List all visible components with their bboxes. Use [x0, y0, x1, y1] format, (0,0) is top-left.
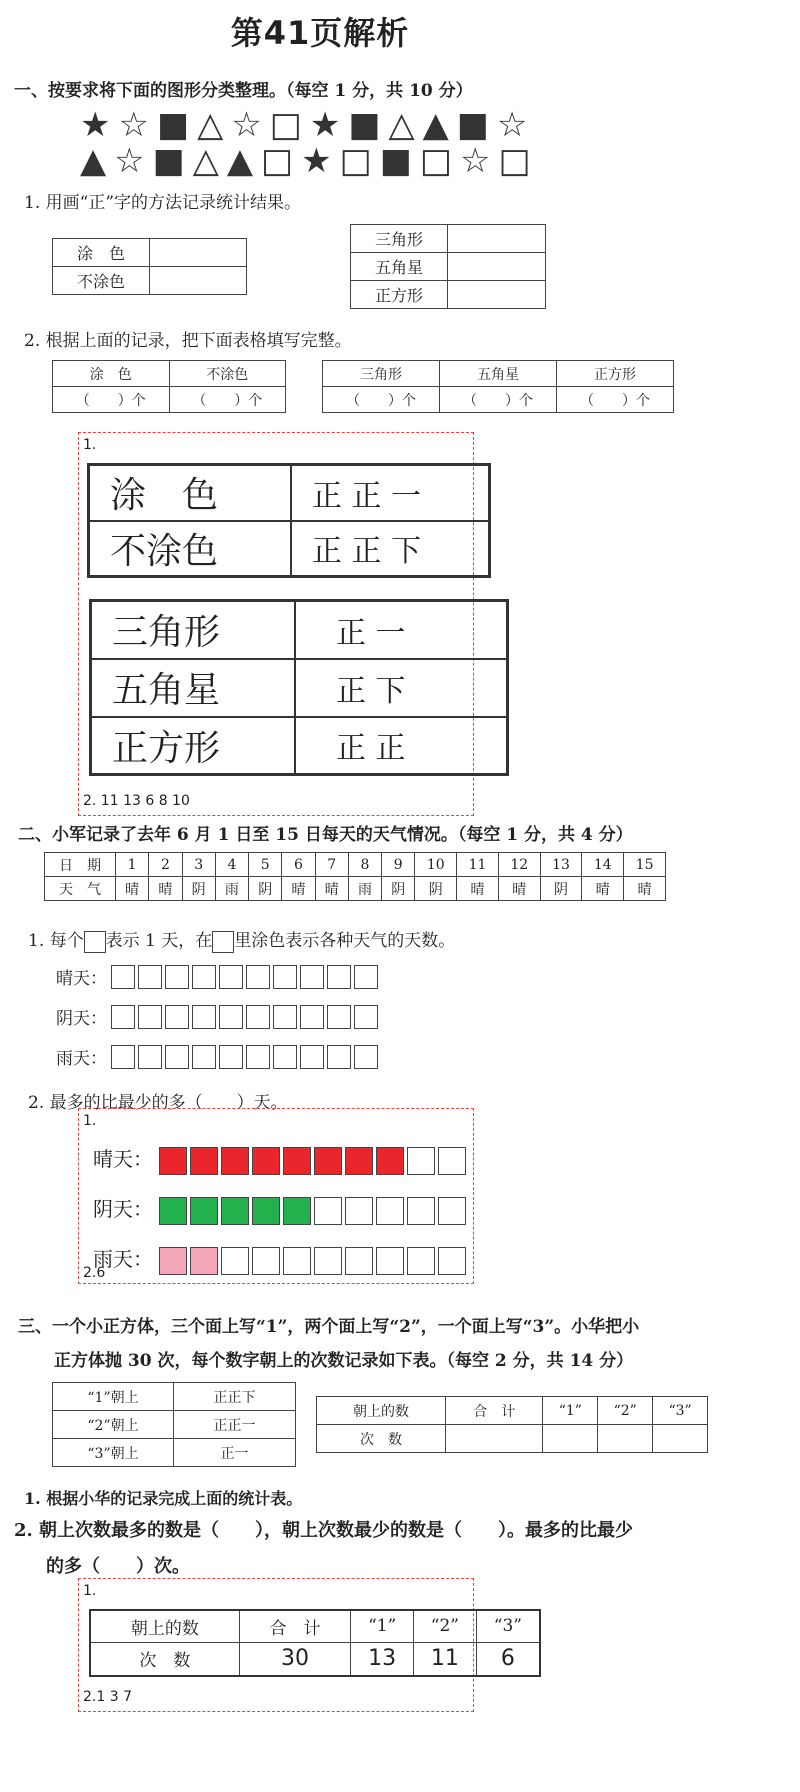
date-cell: 2	[149, 853, 182, 877]
answer-label: 1.	[83, 1113, 97, 1129]
blank-cell	[653, 1425, 708, 1453]
filled-box	[159, 1147, 187, 1175]
tally-cell	[150, 267, 247, 295]
empty-box	[407, 1247, 435, 1275]
page-title: 第41页解析	[230, 14, 410, 52]
header-cell: “1”	[351, 1610, 414, 1642]
date-cell: 8	[348, 853, 381, 877]
header-cell: “2”	[414, 1610, 477, 1642]
empty-box	[354, 965, 378, 989]
weather-cell: 阴	[415, 877, 457, 901]
value-cell: 11	[414, 1642, 477, 1676]
weather-cell: 阴	[382, 877, 415, 901]
empty-box	[219, 965, 243, 989]
header-cell: “2”	[598, 1397, 653, 1425]
empty-box	[165, 1005, 189, 1029]
answer-label: 2.1 3 7	[83, 1689, 132, 1705]
section2-heading: 二、小军记录了去年 6 月 1 日至 15 日每天的天气情况。（每空 1 分，共 4 分）	[18, 825, 633, 845]
filled-box	[159, 1197, 187, 1225]
empty-box	[219, 1045, 243, 1069]
empty-box	[246, 965, 270, 989]
empty-box	[252, 1247, 280, 1275]
blank-cell: （ ）个	[557, 387, 674, 413]
date-cell: 15	[624, 853, 666, 877]
square-icon	[84, 931, 106, 953]
filled-box	[159, 1247, 187, 1275]
answer-box-2	[78, 1108, 474, 1284]
weather-cell: 晴	[582, 877, 624, 901]
count-shape-table	[322, 360, 674, 413]
blank-cell: （ ）个	[440, 387, 557, 413]
answer-sunny-row	[93, 1143, 469, 1175]
filled-box	[221, 1147, 249, 1175]
header-cell: 涂 色	[53, 361, 170, 387]
empty-box	[138, 965, 162, 989]
filled-box	[283, 1197, 311, 1225]
weather-cell: 晴	[149, 877, 182, 901]
header-cell: 三角形	[323, 361, 440, 387]
filled-box	[252, 1197, 280, 1225]
answer-label: 2.6	[83, 1265, 106, 1281]
tally-answer: 正 正 下	[291, 521, 490, 577]
blank-cell: （ ）个	[53, 387, 170, 413]
empty-box	[273, 1045, 297, 1069]
empty-box	[345, 1197, 373, 1225]
weather-cell: 阴	[249, 877, 282, 901]
blank-cell	[543, 1425, 598, 1453]
row-label: 不涂色	[53, 267, 150, 295]
row-label: 次 数	[90, 1642, 239, 1676]
answer-label: 2. 11 13 6 8 10	[83, 793, 190, 809]
row-label: 次 数	[317, 1425, 446, 1453]
weather-cell: 晴	[315, 877, 348, 901]
date-cell: 12	[498, 853, 540, 877]
empty-box	[376, 1197, 404, 1225]
q1-text-b: 表示 1 天，在	[105, 931, 213, 951]
date-cell: 10	[415, 853, 457, 877]
date-cell: 13	[540, 853, 582, 877]
section1-q2: 2. 根据上面的记录，把下面表格填写完整。	[24, 331, 352, 351]
date-cell: 9	[382, 853, 415, 877]
row-label: 正方形	[351, 281, 448, 309]
blank-cell: （ ）个	[323, 387, 440, 413]
header-cell: 五角星	[440, 361, 557, 387]
section1-heading: 一、按要求将下面的图形分类整理。（每空 1 分，共 10 分）	[14, 81, 473, 101]
answer-label: 1.	[83, 1583, 97, 1599]
empty-box	[192, 965, 216, 989]
shape-row-2: ▲☆■△▲□★□■□☆□	[80, 141, 539, 181]
empty-box	[407, 1197, 435, 1225]
empty-box	[111, 1045, 135, 1069]
answer-rainy-row	[93, 1243, 469, 1275]
empty-box	[354, 1005, 378, 1029]
empty-box	[300, 1005, 324, 1029]
row-label: 三角形	[351, 225, 448, 253]
tally-answer: 正 正	[295, 717, 508, 775]
value-cell: 13	[351, 1642, 414, 1676]
weather-cell: 晴	[116, 877, 149, 901]
q1-text-a: 1. 每个	[28, 931, 84, 951]
square-icon	[212, 931, 234, 953]
row-label: 正方形	[91, 717, 296, 775]
row-label: 雨天：	[93, 1247, 153, 1271]
empty-box	[438, 1147, 466, 1175]
header-cell: “3”	[653, 1397, 708, 1425]
header-cell: 合 计	[239, 1610, 351, 1642]
section3-q2-line2: 的多（ ）次。	[46, 1556, 190, 1577]
row-label: 阴天：	[93, 1197, 153, 1221]
empty-box	[300, 1045, 324, 1069]
empty-box	[246, 1005, 270, 1029]
tally-answer: 正 一	[295, 601, 508, 659]
date-cell: 6	[282, 853, 315, 877]
shape-row-1: ★☆■△☆□★■△▲■☆	[80, 105, 536, 145]
empty-box	[138, 1045, 162, 1069]
weather-cell: 阴	[182, 877, 215, 901]
weather-cell: 阴	[540, 877, 582, 901]
weather-cell: 晴	[282, 877, 315, 901]
date-cell: 3	[182, 853, 215, 877]
empty-box	[192, 1045, 216, 1069]
empty-box	[354, 1045, 378, 1069]
header-cell: “3”	[476, 1610, 540, 1642]
weather-cell: 晴	[498, 877, 540, 901]
record-table	[52, 1382, 296, 1467]
tally-answer: 正 下	[295, 659, 508, 717]
tally-color-table	[52, 238, 247, 295]
answer-color-table	[87, 463, 491, 578]
empty-box	[376, 1247, 404, 1275]
value-cell: 30	[239, 1642, 351, 1676]
date-cell: 14	[582, 853, 624, 877]
empty-box	[165, 965, 189, 989]
box-group	[111, 1006, 381, 1026]
empty-box	[314, 1247, 342, 1275]
answer-cloudy-row	[93, 1193, 469, 1225]
row-label: 阴天：	[56, 1009, 107, 1029]
empty-box	[300, 965, 324, 989]
filled-box	[376, 1147, 404, 1175]
section2-q1	[28, 926, 455, 953]
empty-box	[221, 1247, 249, 1275]
section2-q2: 2. 最多的比最少的多（ ）天。	[28, 1093, 288, 1113]
row-label: “1”朝上	[53, 1383, 174, 1411]
empty-box	[138, 1005, 162, 1029]
weather-table	[44, 852, 666, 901]
empty-box	[407, 1147, 435, 1175]
row-label: 三角形	[91, 601, 296, 659]
tally-cell	[448, 253, 546, 281]
header-cell: 朝上的数	[317, 1397, 446, 1425]
filled-box	[345, 1147, 373, 1175]
date-cell: 1	[116, 853, 149, 877]
answer-stat-table	[89, 1609, 541, 1677]
answer-box-1	[78, 432, 474, 816]
box-group	[111, 966, 381, 986]
row-label: “2”朝上	[53, 1411, 174, 1439]
empty-box	[438, 1247, 466, 1275]
header-cell: 天 气	[45, 877, 116, 901]
filled-box	[190, 1247, 218, 1275]
empty-box	[219, 1005, 243, 1029]
date-cell: 7	[315, 853, 348, 877]
answer-shape-table	[89, 599, 509, 776]
filled-box	[314, 1147, 342, 1175]
blank-cell	[446, 1425, 543, 1453]
empty-box	[111, 1005, 135, 1029]
weather-cell: 雨	[348, 877, 381, 901]
box-group	[111, 1046, 381, 1066]
tally-cell: 正一	[174, 1439, 296, 1467]
row-label: 涂 色	[53, 239, 150, 267]
empty-box	[327, 965, 351, 989]
stat-table	[316, 1396, 708, 1453]
empty-box	[111, 965, 135, 989]
empty-box	[283, 1247, 311, 1275]
sunny-row	[56, 964, 381, 989]
tally-cell: 正正一	[174, 1411, 296, 1439]
header-cell: 合 计	[446, 1397, 543, 1425]
header-cell: 日 期	[45, 853, 116, 877]
empty-box	[273, 965, 297, 989]
row-label: 五角星	[91, 659, 296, 717]
section3-line1: 三、一个小正方体，三个面上写“1”，两个面上写“2”，一个面上写“3”。小华把小	[18, 1317, 640, 1337]
weather-cell: 晴	[457, 877, 499, 901]
empty-box	[314, 1197, 342, 1225]
empty-box	[192, 1005, 216, 1029]
row-label: 晴天：	[56, 969, 107, 989]
value-cell: 6	[476, 1642, 540, 1676]
row-label: 不涂色	[89, 521, 292, 577]
tally-cell	[150, 239, 247, 267]
rainy-row	[56, 1044, 381, 1069]
answer-label: 1.	[83, 437, 97, 453]
row-label: 五角星	[351, 253, 448, 281]
section1-q1: 1. 用画“正”字的方法记录统计结果。	[24, 193, 302, 213]
header-cell: 正方形	[557, 361, 674, 387]
filled-box	[283, 1147, 311, 1175]
header-cell: “1”	[543, 1397, 598, 1425]
tally-answer: 正 正 一	[291, 465, 490, 521]
row-label: 雨天：	[56, 1049, 107, 1069]
tally-cell	[448, 281, 546, 309]
row-label: 晴天：	[93, 1147, 153, 1171]
tally-cell: 正正下	[174, 1383, 296, 1411]
weather-cell: 雨	[215, 877, 248, 901]
cloudy-row	[56, 1004, 381, 1029]
blank-cell: （ ）个	[169, 387, 286, 413]
tally-shape-table	[350, 224, 546, 309]
blank-cell	[598, 1425, 653, 1453]
q1-text-c: 里涂色表示各种天气的天数。	[234, 931, 456, 951]
date-cell: 11	[457, 853, 499, 877]
empty-box	[327, 1005, 351, 1029]
filled-box	[190, 1197, 218, 1225]
filled-box	[190, 1147, 218, 1175]
empty-box	[327, 1045, 351, 1069]
section3-line2: 正方体抛 30 次，每个数字朝上的次数记录如下表。（每空 2 分，共 14 分）	[54, 1351, 634, 1371]
header-cell: 朝上的数	[90, 1610, 239, 1642]
count-color-table	[52, 360, 286, 413]
section3-q2-line1: 2. 朝上次数最多的数是（ ），朝上次数最少的数是（ ）。最多的比最少	[14, 1520, 634, 1541]
empty-box	[165, 1045, 189, 1069]
section3-q1: 1. 根据小华的记录完成上面的统计表。	[24, 1489, 303, 1508]
filled-box	[252, 1147, 280, 1175]
filled-box	[221, 1197, 249, 1225]
empty-box	[438, 1197, 466, 1225]
empty-box	[345, 1247, 373, 1275]
row-label: 涂 色	[89, 465, 292, 521]
date-cell: 4	[215, 853, 248, 877]
answer-box-3	[78, 1578, 522, 1712]
weather-cell: 晴	[624, 877, 666, 901]
date-cell: 5	[249, 853, 282, 877]
row-label: “3”朝上	[53, 1439, 174, 1467]
tally-cell	[448, 225, 546, 253]
empty-box	[246, 1045, 270, 1069]
header-cell: 不涂色	[169, 361, 286, 387]
empty-box	[273, 1005, 297, 1029]
